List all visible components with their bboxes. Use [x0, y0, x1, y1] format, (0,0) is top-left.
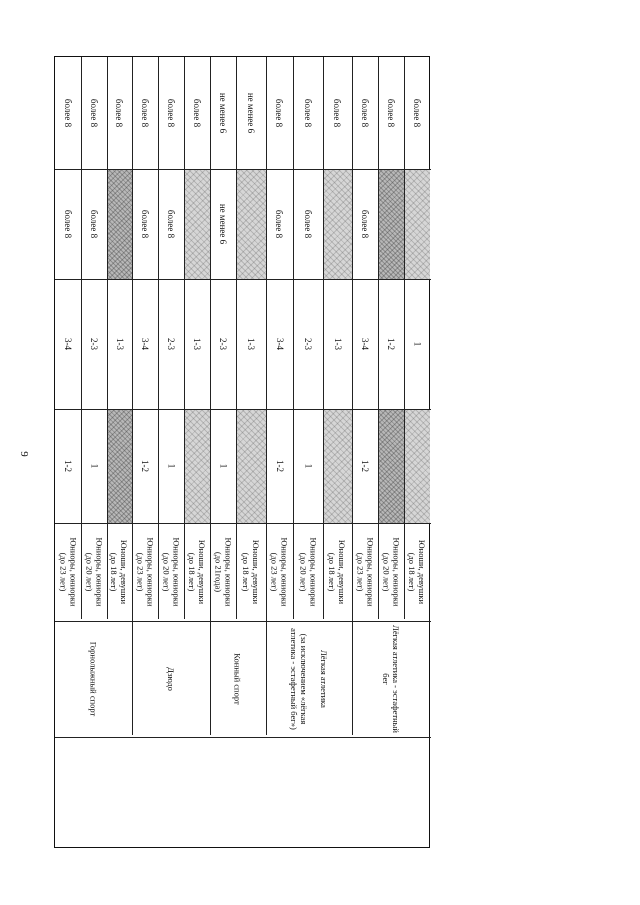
- age-group-cell-text: Юноши, девушки (до 18 лет): [327, 539, 348, 605]
- column-divider: [55, 737, 431, 738]
- participants-cell: [55, 169, 81, 279]
- place-range-cell: [323, 279, 352, 409]
- place-range-cell: [132, 409, 158, 523]
- place-range-cell-text: 1-2: [63, 460, 73, 472]
- place-range-cell: [266, 279, 293, 409]
- participants-cell: [55, 57, 81, 169]
- participants-cell-text: более 8: [332, 98, 343, 128]
- participants-cell-text: не менее 6: [218, 203, 228, 245]
- participants-cell-text: более 8: [89, 98, 100, 128]
- place-range-cell: [81, 409, 107, 523]
- place-range-cell: [352, 409, 378, 523]
- participants-cell-text: более 8: [386, 98, 397, 128]
- place-range-cell-text: 2-3: [303, 338, 313, 350]
- participants-cell: [132, 57, 158, 169]
- participants-cell: [404, 57, 430, 169]
- place-range-cell: [352, 279, 378, 409]
- place-range-cell-text: 3-4: [140, 338, 150, 350]
- place-range-cell-text: 1-2: [274, 460, 285, 472]
- place-range-cell-text: 1-3: [192, 338, 202, 350]
- participants-cell: [81, 169, 107, 279]
- place-range-cell-text: 2-3: [166, 338, 176, 350]
- participants-cell-text: более 8: [140, 98, 151, 128]
- shaded-cell: [184, 409, 210, 523]
- place-range-cell: [132, 279, 158, 409]
- participants-cell: [266, 57, 293, 169]
- shaded-cell: [184, 169, 210, 279]
- shaded-cell: [378, 409, 404, 523]
- age-group-cell-text: Юниоры, юниорки (до 20 лет): [84, 537, 105, 607]
- age-group-cell-text: Юниоры, юниорки (до 21года): [213, 537, 234, 607]
- place-range-cell: [81, 279, 107, 409]
- participants-cell-text: более 8: [274, 209, 285, 239]
- place-range-cell: [404, 279, 430, 409]
- age-group-cell-text: Юниоры, юниорки (до 23 лет): [135, 537, 156, 607]
- place-range-cell: [184, 279, 210, 409]
- sport-name-cell: [352, 621, 430, 737]
- place-range-cell-text: 2-3: [218, 338, 228, 350]
- participants-cell: [323, 57, 352, 169]
- participants-cell-text: более 8: [412, 98, 423, 128]
- sport-name-cell: [266, 621, 352, 737]
- place-range-cell-text: 3-4: [360, 338, 370, 350]
- place-range-cell-text: 1: [166, 463, 176, 469]
- participants-cell-text: более 8: [166, 209, 177, 239]
- place-range-cell-text: 1-2: [360, 460, 370, 472]
- participants-cell: [378, 57, 404, 169]
- age-group-cell: [404, 523, 430, 621]
- participants-cell: [293, 169, 323, 279]
- sport-name-cell-text: Дзюдо: [166, 667, 176, 691]
- place-range-cell: [210, 409, 236, 523]
- place-range-cell-text: 1: [218, 463, 228, 469]
- sport-name-cell-text: Лёгкая атлетика (за исключением «лёгкая атлетика - эстафетный бег»): [289, 628, 329, 730]
- participants-cell-text: более 8: [63, 209, 74, 239]
- sport-name-cell: [210, 621, 266, 737]
- participants-cell: [158, 169, 184, 279]
- participants-cell: [210, 57, 236, 169]
- shaded-cell: [107, 169, 132, 279]
- participants-cell-text: более 8: [302, 98, 313, 128]
- participants-cell: [184, 57, 210, 169]
- participants-cell-text: более 8: [140, 209, 151, 239]
- participants-cell: [352, 169, 378, 279]
- place-range-cell-text: 1: [412, 341, 422, 347]
- place-range-cell: [107, 279, 132, 409]
- place-range-cell-text: 2-3: [89, 338, 99, 350]
- age-group-cell-text: Юниоры, юниорки (до 20 лет): [298, 537, 319, 607]
- shaded-cell: [236, 169, 266, 279]
- participants-cell: [107, 57, 132, 169]
- participants-cell: [210, 169, 236, 279]
- participants-cell-text: более 8: [114, 98, 125, 128]
- sport-name-cell: [132, 621, 210, 737]
- age-group-cell-text: Юниоры, юниорки (до 23 лет): [58, 537, 79, 607]
- sport-name-cell-text: Горнолыжный спорт: [88, 641, 99, 717]
- place-range-cell: [293, 279, 323, 409]
- age-group-cell-text: Юниоры, юниорки (до 20 лет): [381, 537, 402, 607]
- shaded-cell: [107, 409, 132, 523]
- shaded-cell: [323, 409, 352, 523]
- age-group-cell: [55, 523, 81, 621]
- age-group-cell-text: Юниоры, юниорки (до 20 лет): [161, 537, 182, 607]
- participants-cell: [236, 57, 266, 169]
- age-group-cell: [352, 523, 378, 621]
- age-group-cell-text: Юноши, девушки (до 18 лет): [187, 539, 207, 605]
- participants-cell: [352, 57, 378, 169]
- age-group-cell: [184, 523, 210, 621]
- age-group-cell: [378, 523, 404, 621]
- place-range-cell-text: 1-3: [332, 338, 343, 350]
- participants-cell-text: более 8: [192, 98, 203, 128]
- place-range-cell-text: 1: [89, 463, 99, 469]
- participants-cell-text: более 8: [302, 209, 313, 239]
- sport-name-cell-text: Конный спорт: [233, 653, 243, 705]
- place-range-cell-text: 1-3: [114, 338, 125, 350]
- participants-cell: [81, 57, 107, 169]
- age-group-cell: [81, 523, 107, 621]
- participants-cell: [158, 57, 184, 169]
- place-range-cell: [293, 409, 323, 523]
- age-group-cell: [210, 523, 236, 621]
- age-group-cell-text: Юноши, девушки (до 18 лет): [407, 539, 427, 605]
- place-range-cell-text: 1: [303, 463, 313, 469]
- shaded-cell: [378, 169, 404, 279]
- place-range-cell: [158, 409, 184, 523]
- age-group-cell: [293, 523, 323, 621]
- age-group-cell: [236, 523, 266, 621]
- age-group-cell: [323, 523, 352, 621]
- place-range-cell-text: 1-2: [140, 460, 150, 472]
- participants-cell-text: более 8: [274, 98, 285, 128]
- age-group-cell: [132, 523, 158, 621]
- place-range-cell: [378, 279, 404, 409]
- age-group-cell: [266, 523, 293, 621]
- place-range-cell: [158, 279, 184, 409]
- place-range-cell-text: 3-4: [63, 338, 73, 350]
- participants-cell-text: более 8: [166, 98, 177, 128]
- place-range-cell: [266, 409, 293, 523]
- shaded-cell: [323, 169, 352, 279]
- participants-cell-text: более 8: [360, 209, 371, 239]
- participants-cell-text: не менее 6: [218, 92, 228, 134]
- participants-cell: [266, 169, 293, 279]
- sport-name-cell-text: Лёгкая атлетика - эстафетный бег: [381, 625, 401, 733]
- place-range-cell-text: 1-3: [246, 338, 256, 350]
- shaded-cell: [404, 169, 430, 279]
- participants-cell-text: более 8: [360, 98, 371, 128]
- participants-cell: [132, 169, 158, 279]
- age-group-cell: [158, 523, 184, 621]
- place-range-cell: [55, 279, 81, 409]
- age-group-cell-text: Юниоры, юниорки (до 23 лет): [355, 537, 376, 607]
- place-range-cell: [210, 279, 236, 409]
- participants-cell-text: не менее 6: [246, 92, 256, 134]
- place-range-cell: [236, 279, 266, 409]
- participants-cell: [293, 57, 323, 169]
- sport-name-cell: [55, 621, 132, 737]
- place-range-cell-text: 3-4: [274, 338, 285, 350]
- age-group-cell: [107, 523, 132, 621]
- shaded-cell: [236, 409, 266, 523]
- shaded-cell: [404, 409, 430, 523]
- rotated-table: [54, 56, 430, 848]
- participants-cell-text: более 8: [89, 209, 100, 239]
- age-group-cell-text: Юниоры, юниорки (до 23 лет): [269, 537, 290, 607]
- place-range-cell-text: 1-2: [386, 338, 396, 350]
- age-group-cell-text: Юноши, девушки (до 18 лет): [109, 539, 130, 605]
- page-number: 9: [18, 451, 30, 457]
- participants-cell-text: более 8: [63, 98, 74, 128]
- place-range-cell: [55, 409, 81, 523]
- age-group-cell-text: Юноши, девушки (до 18 лет): [241, 539, 261, 605]
